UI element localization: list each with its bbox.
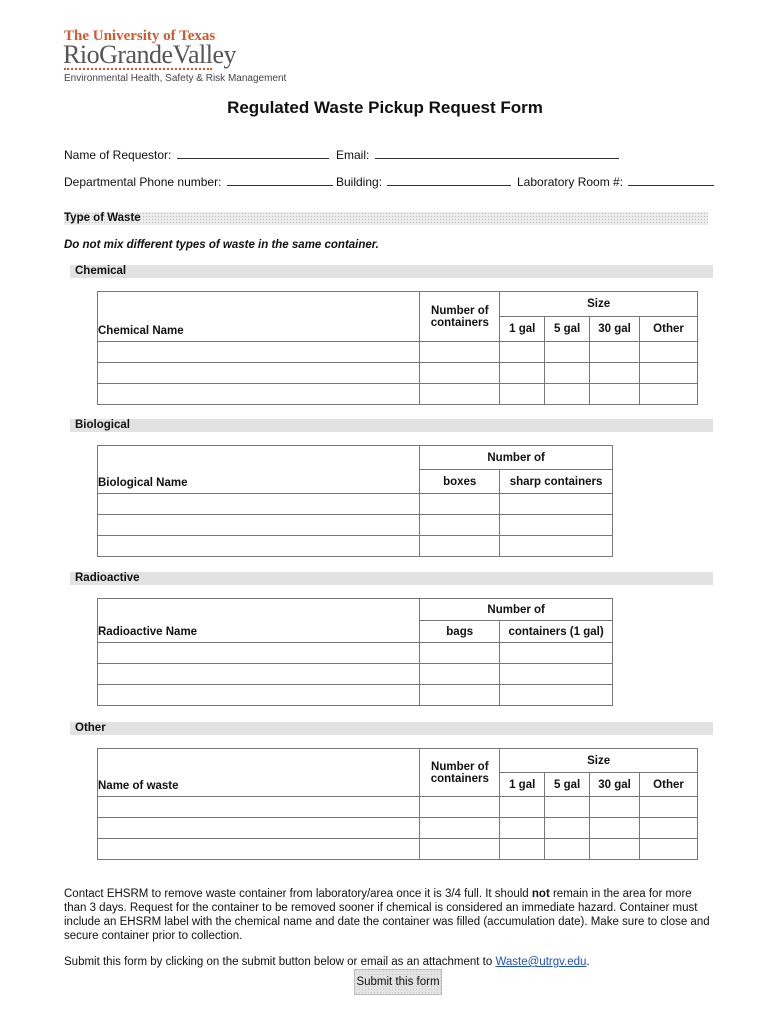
table-row — [98, 685, 613, 706]
phone-field[interactable] — [64, 173, 333, 189]
table-row — [98, 536, 613, 557]
logo-campus: RioGrandeValley — [63, 40, 237, 69]
type-of-waste-heading: Type of Waste — [64, 212, 708, 225]
table-row — [98, 664, 613, 685]
radioactive-bags-header: bags — [420, 621, 500, 643]
chemical-name-header: Chemical Name — [98, 292, 420, 342]
other-heading: Other — [70, 722, 713, 735]
table-row — [98, 797, 698, 818]
other-size-1gal: 1 gal — [500, 773, 545, 797]
radioactive-number-header: Number of — [420, 599, 613, 621]
other-size-5gal: 5 gal — [545, 773, 590, 797]
other-number-header: Number of containers — [420, 749, 500, 797]
requestor-input[interactable] — [177, 146, 329, 159]
biological-heading: Biological — [70, 419, 713, 432]
table-row — [98, 342, 698, 363]
chemical-size-5gal: 5 gal — [545, 317, 590, 342]
instructions-paragraph: Contact EHSRM to remove waste container from laboratory/area once it is 3/4 full. It should not remain in the area for more than 3 days. Request for the container to be removed sooner if chemical is considered an immediate hazard. Container must include an EHSRM label with the chemical name and date the container was filled (accumulation date). Make sure to close and secure container prior to collection. — [64, 888, 710, 942]
chemical-number-header: Number of containers — [420, 292, 500, 342]
biological-table — [97, 445, 613, 557]
department-name: Environmental Health, Safety & Risk Management — [64, 73, 287, 84]
logo-divider — [64, 68, 212, 70]
chemical-size-30gal: 30 gal — [590, 317, 640, 342]
chemical-size-other: Other — [640, 317, 698, 342]
biological-name-header: Biological Name — [98, 446, 420, 494]
table-row — [98, 363, 698, 384]
radioactive-containers-header: containers (1 gal) — [500, 621, 613, 643]
table-row — [98, 643, 613, 664]
other-name-header: Name of waste — [98, 749, 420, 797]
room-input[interactable] — [628, 173, 714, 186]
other-size-header: Size — [500, 749, 698, 773]
page-title: Regulated Waste Pickup Request Form — [227, 98, 543, 117]
other-size-other: Other — [640, 773, 698, 797]
biological-sharps-header: sharp containers — [500, 470, 613, 494]
chemical-size-header: Size — [500, 292, 698, 317]
requestor-field[interactable] — [64, 146, 329, 162]
table-row — [98, 818, 698, 839]
chemical-heading: Chemical — [70, 265, 713, 278]
email-input[interactable] — [375, 146, 619, 159]
email-link[interactable]: Waste@utrgv.edu — [495, 956, 587, 968]
building-label: Building: — [336, 175, 383, 189]
biological-number-header: Number of — [420, 446, 613, 470]
radioactive-heading: Radioactive — [70, 572, 713, 585]
submit-instructions: Submit this form by clicking on the submit button below or email as an attachment to Waste@utrgv.edu. — [64, 956, 590, 968]
radioactive-name-header: Radioactive Name — [98, 599, 420, 643]
table-row — [98, 515, 613, 536]
building-field[interactable] — [336, 173, 511, 189]
requestor-label: Name of Requestor: — [64, 148, 172, 162]
other-table — [97, 748, 698, 860]
building-input[interactable] — [387, 173, 511, 186]
logo-university: The University of Texas — [64, 28, 216, 44]
table-row — [98, 494, 613, 515]
phone-input[interactable] — [227, 173, 333, 186]
other-size-30gal: 30 gal — [590, 773, 640, 797]
phone-label: Departmental Phone number: — [64, 175, 222, 189]
table-row — [98, 384, 698, 405]
biological-boxes-header: boxes — [420, 470, 500, 494]
chemical-size-1gal: 1 gal — [500, 317, 545, 342]
submit-button[interactable]: Submit this form — [354, 969, 442, 995]
chemical-table — [97, 291, 698, 405]
email-label: Email: — [336, 148, 370, 162]
radioactive-table — [97, 598, 613, 706]
mixing-warning: Do not mix different types of waste in the same container. — [64, 239, 379, 251]
room-field[interactable] — [517, 173, 714, 189]
room-label: Laboratory Room #: — [517, 175, 624, 189]
table-row — [98, 839, 698, 860]
email-field[interactable] — [336, 146, 619, 162]
